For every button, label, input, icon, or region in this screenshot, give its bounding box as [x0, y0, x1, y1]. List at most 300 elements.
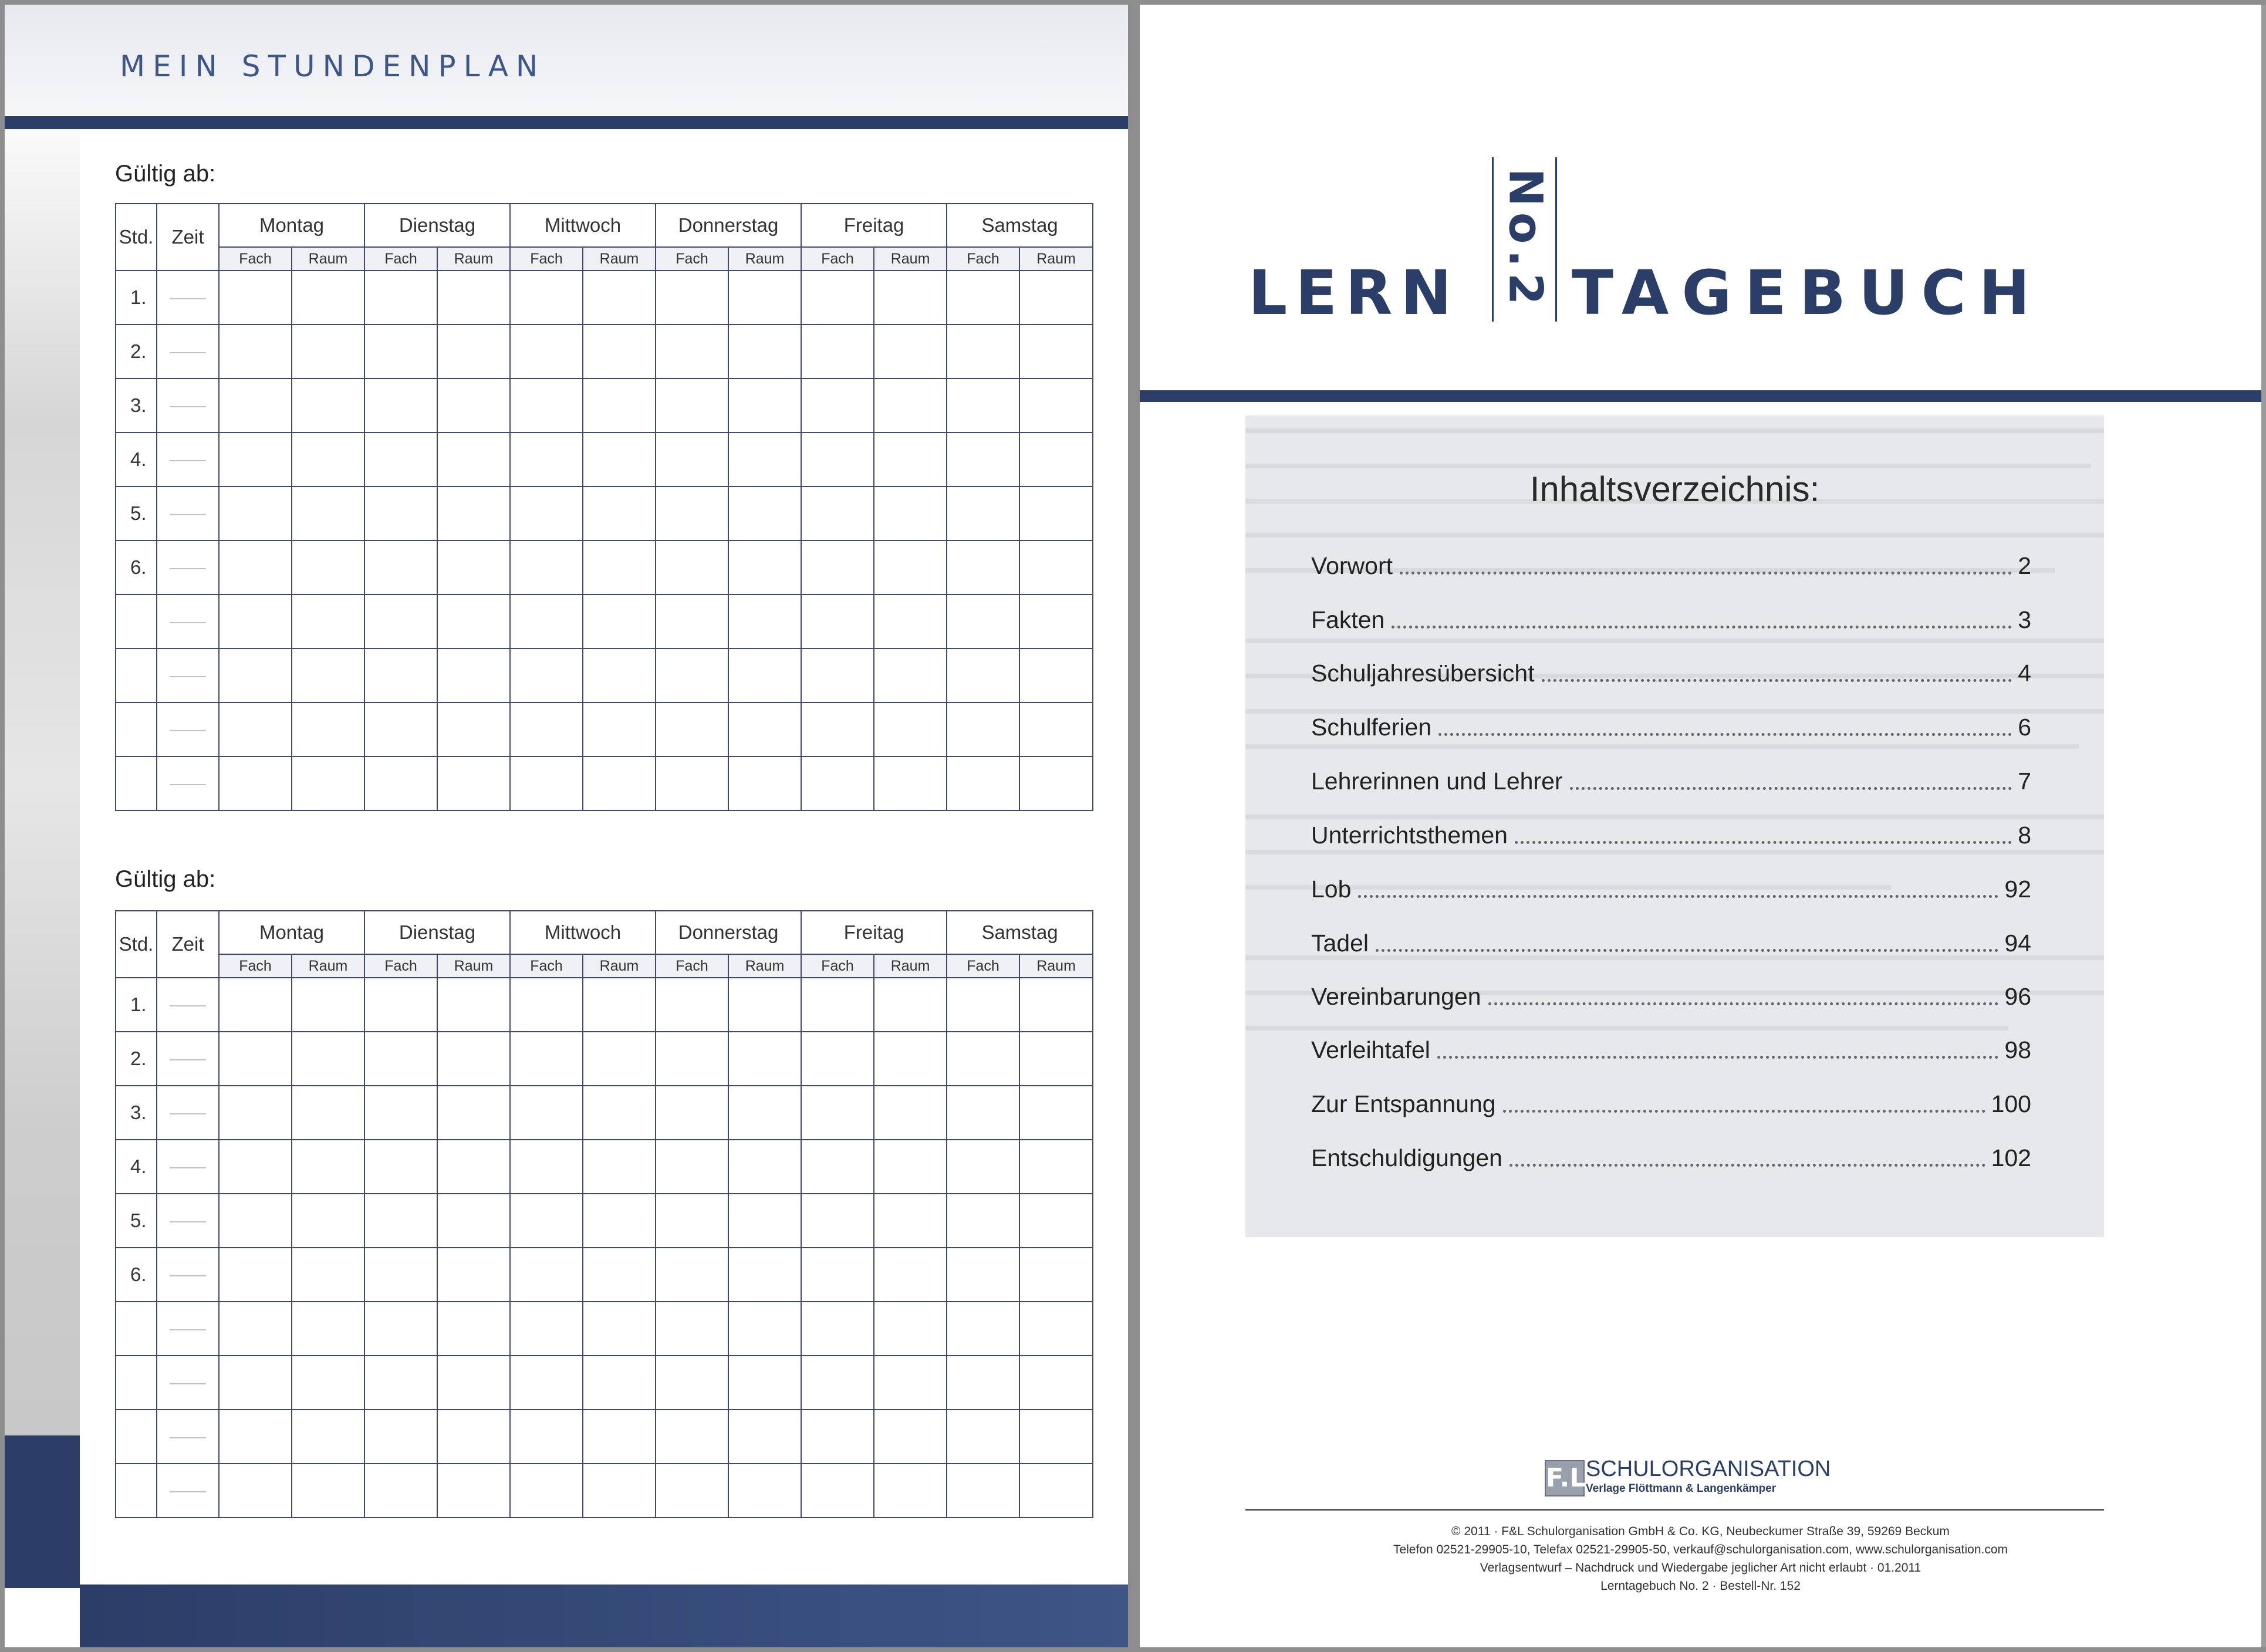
- subject-cell[interactable]: [801, 487, 874, 540]
- room-cell[interactable]: [874, 594, 947, 648]
- subject-cell[interactable]: [510, 433, 583, 487]
- room-cell[interactable]: [874, 756, 947, 810]
- room-cell[interactable]: [583, 433, 656, 487]
- room-cell[interactable]: [1019, 379, 1093, 433]
- room-cell[interactable]: [728, 271, 801, 325]
- room-cell[interactable]: [437, 487, 510, 540]
- subject-cell[interactable]: [947, 1194, 1019, 1248]
- subject-cell[interactable]: [219, 271, 292, 325]
- room-cell[interactable]: [1019, 1194, 1093, 1248]
- room-cell[interactable]: [1019, 1410, 1093, 1464]
- toc-entry: [1311, 868, 2031, 903]
- subject-cell[interactable]: [219, 1140, 292, 1194]
- room-cell[interactable]: [583, 1194, 656, 1248]
- period-number: 2.: [116, 325, 157, 379]
- table-row: [116, 1194, 1093, 1248]
- subject-cell[interactable]: [219, 433, 292, 487]
- subject-cell[interactable]: [219, 978, 292, 1032]
- subject-cell[interactable]: [219, 1194, 292, 1248]
- brand-divider: [1555, 157, 1557, 322]
- time-cell[interactable]: [157, 433, 219, 487]
- subject-cell[interactable]: [219, 1302, 292, 1356]
- subject-cell[interactable]: [801, 1140, 874, 1194]
- subject-cell[interactable]: [656, 978, 728, 1032]
- subject-cell[interactable]: [947, 1464, 1019, 1518]
- room-cell[interactable]: [292, 1302, 364, 1356]
- subject-cell[interactable]: [656, 379, 728, 433]
- time-cell[interactable]: [157, 1356, 219, 1410]
- room-cell[interactable]: [874, 1248, 947, 1302]
- room-cell[interactable]: [583, 325, 656, 379]
- room-cell[interactable]: [1019, 702, 1093, 756]
- time-cell[interactable]: [157, 271, 219, 325]
- room-cell[interactable]: [874, 379, 947, 433]
- room-cell[interactable]: [728, 379, 801, 433]
- room-cell[interactable]: [583, 379, 656, 433]
- room-cell[interactable]: [874, 433, 947, 487]
- fach-subheader: Fach: [656, 247, 728, 271]
- subject-cell[interactable]: [656, 487, 728, 540]
- period-number: 6.: [116, 1248, 157, 1302]
- room-cell[interactable]: [728, 648, 801, 702]
- room-cell[interactable]: [583, 1464, 656, 1518]
- subject-cell[interactable]: [219, 1248, 292, 1302]
- subject-cell[interactable]: [510, 1410, 583, 1464]
- faded-text-line: [1245, 638, 2104, 643]
- toc-page: 98: [2004, 1036, 2031, 1063]
- room-cell[interactable]: [874, 325, 947, 379]
- subject-cell[interactable]: [510, 978, 583, 1032]
- room-cell[interactable]: [437, 325, 510, 379]
- subject-cell[interactable]: [801, 1302, 874, 1356]
- room-cell[interactable]: [437, 1356, 510, 1410]
- subject-cell[interactable]: [364, 1086, 437, 1140]
- subject-cell[interactable]: [219, 487, 292, 540]
- subject-cell[interactable]: [510, 379, 583, 433]
- room-cell[interactable]: [728, 1140, 801, 1194]
- subject-cell[interactable]: [801, 978, 874, 1032]
- subject-cell[interactable]: [510, 1086, 583, 1140]
- room-cell[interactable]: [292, 379, 364, 433]
- subject-cell[interactable]: [364, 702, 437, 756]
- subject-cell[interactable]: [219, 1356, 292, 1410]
- room-cell[interactable]: [1019, 433, 1093, 487]
- time-cell[interactable]: [157, 1194, 219, 1248]
- time-cell[interactable]: [157, 1464, 219, 1518]
- room-cell[interactable]: [583, 540, 656, 594]
- room-cell[interactable]: [583, 978, 656, 1032]
- room-cell[interactable]: [292, 1464, 364, 1518]
- subject-cell[interactable]: [219, 540, 292, 594]
- room-cell[interactable]: [874, 271, 947, 325]
- subject-cell[interactable]: [510, 1140, 583, 1194]
- subject-cell[interactable]: [947, 978, 1019, 1032]
- subject-cell[interactable]: [219, 379, 292, 433]
- subject-cell[interactable]: [510, 648, 583, 702]
- time-cell[interactable]: [157, 978, 219, 1032]
- subject-cell[interactable]: [219, 1464, 292, 1518]
- raum-subheader: Raum: [583, 954, 656, 978]
- subject-cell[interactable]: [219, 1086, 292, 1140]
- room-cell[interactable]: [583, 271, 656, 325]
- room-cell[interactable]: [1019, 648, 1093, 702]
- room-cell[interactable]: [728, 1194, 801, 1248]
- subject-cell[interactable]: [947, 1356, 1019, 1410]
- dot-leader: [1437, 1056, 1999, 1059]
- subject-cell[interactable]: [656, 540, 728, 594]
- subject-cell[interactable]: [656, 702, 728, 756]
- room-cell[interactable]: [728, 702, 801, 756]
- subject-cell[interactable]: [364, 1410, 437, 1464]
- subject-cell[interactable]: [801, 540, 874, 594]
- subject-cell[interactable]: [510, 1356, 583, 1410]
- subject-cell[interactable]: [510, 594, 583, 648]
- room-cell[interactable]: [728, 1410, 801, 1464]
- subject-cell[interactable]: [219, 1410, 292, 1464]
- time-cell[interactable]: [157, 379, 219, 433]
- room-cell[interactable]: [728, 1032, 801, 1086]
- subject-cell[interactable]: [801, 433, 874, 487]
- room-cell[interactable]: [874, 1086, 947, 1140]
- room-cell[interactable]: [583, 487, 656, 540]
- fach-subheader: Fach: [801, 954, 874, 978]
- subject-cell[interactable]: [656, 1140, 728, 1194]
- subject-cell[interactable]: [510, 487, 583, 540]
- subject-cell[interactable]: [801, 1356, 874, 1410]
- subject-cell[interactable]: [947, 594, 1019, 648]
- room-cell[interactable]: [1019, 1356, 1093, 1410]
- room-cell[interactable]: [1019, 594, 1093, 648]
- room-cell[interactable]: [292, 648, 364, 702]
- toc-page: 100: [1991, 1090, 2031, 1117]
- time-cell[interactable]: [157, 702, 219, 756]
- subject-cell[interactable]: [656, 1464, 728, 1518]
- room-cell[interactable]: [583, 1140, 656, 1194]
- room-cell[interactable]: [437, 1410, 510, 1464]
- room-cell[interactable]: [874, 1356, 947, 1410]
- room-cell[interactable]: [874, 540, 947, 594]
- raum-subheader: Raum: [1019, 954, 1093, 978]
- subject-cell[interactable]: [364, 1140, 437, 1194]
- dot-leader: [1503, 1110, 1985, 1113]
- subject-cell[interactable]: [510, 540, 583, 594]
- room-cell[interactable]: [437, 978, 510, 1032]
- period-number: [116, 1410, 157, 1464]
- subject-cell[interactable]: [219, 756, 292, 810]
- room-cell[interactable]: [437, 1248, 510, 1302]
- room-cell[interactable]: [292, 1140, 364, 1194]
- subject-cell[interactable]: [947, 702, 1019, 756]
- subject-cell[interactable]: [219, 1032, 292, 1086]
- room-cell[interactable]: [292, 1032, 364, 1086]
- room-cell[interactable]: [1019, 1464, 1093, 1518]
- time-cell[interactable]: [157, 1302, 219, 1356]
- time-cell[interactable]: [157, 756, 219, 810]
- room-cell[interactable]: [292, 271, 364, 325]
- subject-cell[interactable]: [364, 540, 437, 594]
- subject-cell[interactable]: [364, 271, 437, 325]
- room-cell[interactable]: [292, 978, 364, 1032]
- subject-cell[interactable]: [656, 271, 728, 325]
- room-cell[interactable]: [1019, 271, 1093, 325]
- subject-cell[interactable]: [801, 1464, 874, 1518]
- subject-cell[interactable]: [947, 1302, 1019, 1356]
- logo-mark: F.L: [1545, 1460, 1585, 1496]
- raum-subheader: Raum: [583, 247, 656, 271]
- subject-cell[interactable]: [656, 1248, 728, 1302]
- std-header: Std.: [116, 911, 157, 978]
- subject-cell[interactable]: [656, 756, 728, 810]
- room-cell[interactable]: [1019, 1032, 1093, 1086]
- subject-cell[interactable]: [510, 702, 583, 756]
- subject-cell[interactable]: [801, 379, 874, 433]
- subject-cell[interactable]: [364, 648, 437, 702]
- subject-cell[interactable]: [947, 325, 1019, 379]
- subject-cell[interactable]: [801, 702, 874, 756]
- table-row: [116, 1248, 1093, 1302]
- subject-cell[interactable]: [219, 325, 292, 379]
- toc-entry: [1311, 706, 2031, 741]
- room-cell[interactable]: [728, 1248, 801, 1302]
- subject-cell[interactable]: [947, 648, 1019, 702]
- room-cell[interactable]: [437, 433, 510, 487]
- subject-cell[interactable]: [947, 1410, 1019, 1464]
- room-cell[interactable]: [728, 1302, 801, 1356]
- room-cell[interactable]: [1019, 1302, 1093, 1356]
- subject-cell[interactable]: [947, 540, 1019, 594]
- room-cell[interactable]: [437, 756, 510, 810]
- subject-cell[interactable]: [947, 1086, 1019, 1140]
- time-cell[interactable]: [157, 1410, 219, 1464]
- room-cell[interactable]: [728, 1464, 801, 1518]
- subject-cell[interactable]: [801, 1248, 874, 1302]
- room-cell[interactable]: [728, 325, 801, 379]
- subject-cell[interactable]: [801, 648, 874, 702]
- room-cell[interactable]: [874, 1194, 947, 1248]
- room-cell[interactable]: [728, 433, 801, 487]
- subject-cell[interactable]: [801, 1086, 874, 1140]
- room-cell[interactable]: [437, 1464, 510, 1518]
- room-cell[interactable]: [583, 756, 656, 810]
- period-number: 3.: [116, 379, 157, 433]
- subject-cell[interactable]: [801, 1032, 874, 1086]
- subject-cell[interactable]: [947, 1032, 1019, 1086]
- room-cell[interactable]: [583, 1032, 656, 1086]
- room-cell[interactable]: [728, 1086, 801, 1140]
- room-cell[interactable]: [874, 702, 947, 756]
- room-cell[interactable]: [292, 594, 364, 648]
- time-cell[interactable]: [157, 325, 219, 379]
- subject-cell[interactable]: [656, 1410, 728, 1464]
- subject-cell[interactable]: [656, 648, 728, 702]
- fach-subheader: Fach: [801, 247, 874, 271]
- time-dash: [170, 352, 206, 353]
- room-cell[interactable]: [874, 1410, 947, 1464]
- room-cell[interactable]: [583, 1248, 656, 1302]
- subject-cell[interactable]: [801, 594, 874, 648]
- room-cell[interactable]: [583, 1302, 656, 1356]
- room-cell[interactable]: [728, 487, 801, 540]
- subject-cell[interactable]: [364, 1248, 437, 1302]
- room-cell[interactable]: [1019, 487, 1093, 540]
- room-cell[interactable]: [292, 1248, 364, 1302]
- toc-label: Vereinbarungen: [1311, 983, 1481, 1010]
- brand-number-text: No.2: [1498, 168, 1551, 311]
- subject-cell[interactable]: [947, 756, 1019, 810]
- time-cell[interactable]: [157, 1086, 219, 1140]
- subject-cell[interactable]: [364, 978, 437, 1032]
- subject-cell[interactable]: [219, 702, 292, 756]
- subject-cell[interactable]: [947, 271, 1019, 325]
- room-cell[interactable]: [437, 702, 510, 756]
- room-cell[interactable]: [1019, 1248, 1093, 1302]
- toc-label: Zur Entspannung: [1311, 1090, 1496, 1117]
- room-cell[interactable]: [728, 978, 801, 1032]
- subject-cell[interactable]: [219, 594, 292, 648]
- period-number: 5.: [116, 1194, 157, 1248]
- subject-cell[interactable]: [656, 1086, 728, 1140]
- table-row: [116, 1086, 1093, 1140]
- subject-cell[interactable]: [656, 1032, 728, 1086]
- room-cell[interactable]: [292, 325, 364, 379]
- subject-cell[interactable]: [801, 271, 874, 325]
- period-number: [116, 1302, 157, 1356]
- room-cell[interactable]: [437, 1032, 510, 1086]
- subject-cell[interactable]: [801, 1194, 874, 1248]
- subject-cell[interactable]: [656, 1302, 728, 1356]
- time-cell[interactable]: [157, 1248, 219, 1302]
- room-cell[interactable]: [583, 702, 656, 756]
- time-cell[interactable]: [157, 1032, 219, 1086]
- subject-cell[interactable]: [510, 1302, 583, 1356]
- subject-cell[interactable]: [801, 1410, 874, 1464]
- time-dash: [170, 1167, 206, 1168]
- room-cell[interactable]: [437, 594, 510, 648]
- subject-cell[interactable]: [947, 1140, 1019, 1194]
- subject-cell[interactable]: [364, 1356, 437, 1410]
- room-cell[interactable]: [874, 978, 947, 1032]
- room-cell[interactable]: [874, 1302, 947, 1356]
- room-cell[interactable]: [292, 433, 364, 487]
- subject-cell[interactable]: [510, 1248, 583, 1302]
- room-cell[interactable]: [292, 756, 364, 810]
- subject-cell[interactable]: [219, 648, 292, 702]
- room-cell[interactable]: [874, 1032, 947, 1086]
- room-cell[interactable]: [292, 1356, 364, 1410]
- room-cell[interactable]: [437, 648, 510, 702]
- room-cell[interactable]: [1019, 540, 1093, 594]
- room-cell[interactable]: [437, 1194, 510, 1248]
- fach-subheader: Fach: [510, 954, 583, 978]
- subject-cell[interactable]: [364, 594, 437, 648]
- room-cell[interactable]: [874, 1140, 947, 1194]
- subject-cell[interactable]: [364, 1302, 437, 1356]
- room-cell[interactable]: [437, 271, 510, 325]
- page-title: MEIN STUNDENPLAN: [120, 49, 546, 83]
- room-cell[interactable]: [437, 540, 510, 594]
- room-cell[interactable]: [1019, 1140, 1093, 1194]
- day-header: Montag: [219, 204, 364, 247]
- room-cell[interactable]: [437, 379, 510, 433]
- subject-cell[interactable]: [801, 756, 874, 810]
- room-cell[interactable]: [728, 540, 801, 594]
- subject-cell[interactable]: [947, 379, 1019, 433]
- subject-cell[interactable]: [656, 1194, 728, 1248]
- room-cell[interactable]: [583, 594, 656, 648]
- room-cell[interactable]: [874, 1464, 947, 1518]
- subject-cell[interactable]: [801, 325, 874, 379]
- room-cell[interactable]: [292, 1410, 364, 1464]
- time-dash: [170, 1113, 206, 1114]
- room-cell[interactable]: [292, 487, 364, 540]
- subject-cell[interactable]: [656, 433, 728, 487]
- dot-leader: [1542, 679, 2012, 682]
- room-cell[interactable]: [437, 1086, 510, 1140]
- subject-cell[interactable]: [364, 433, 437, 487]
- subject-cell[interactable]: [364, 1032, 437, 1086]
- room-cell[interactable]: [1019, 756, 1093, 810]
- toc-label: Unterrichtsthemen: [1311, 822, 1508, 849]
- room-cell[interactable]: [292, 540, 364, 594]
- subject-cell[interactable]: [364, 325, 437, 379]
- room-cell[interactable]: [728, 594, 801, 648]
- room-cell[interactable]: [583, 648, 656, 702]
- subject-cell[interactable]: [656, 325, 728, 379]
- room-cell[interactable]: [1019, 1086, 1093, 1140]
- room-cell[interactable]: [728, 756, 801, 810]
- subject-cell[interactable]: [364, 1194, 437, 1248]
- room-cell[interactable]: [292, 1194, 364, 1248]
- room-cell[interactable]: [583, 1086, 656, 1140]
- time-cell[interactable]: [157, 1140, 219, 1194]
- subject-cell[interactable]: [364, 379, 437, 433]
- fach-subheader: Fach: [656, 954, 728, 978]
- subject-cell[interactable]: [947, 1248, 1019, 1302]
- subject-cell[interactable]: [364, 487, 437, 540]
- subject-cell[interactable]: [947, 433, 1019, 487]
- room-cell[interactable]: [1019, 978, 1093, 1032]
- subject-cell[interactable]: [364, 756, 437, 810]
- subject-cell[interactable]: [510, 1194, 583, 1248]
- time-cell[interactable]: [157, 648, 219, 702]
- room-cell[interactable]: [728, 1356, 801, 1410]
- room-cell[interactable]: [292, 702, 364, 756]
- room-cell[interactable]: [437, 1140, 510, 1194]
- subject-cell[interactable]: [656, 1356, 728, 1410]
- room-cell[interactable]: [874, 648, 947, 702]
- subject-cell[interactable]: [510, 1464, 583, 1518]
- room-cell[interactable]: [874, 487, 947, 540]
- subject-cell[interactable]: [510, 756, 583, 810]
- subject-cell[interactable]: [947, 487, 1019, 540]
- time-cell[interactable]: [157, 487, 219, 540]
- subject-cell[interactable]: [510, 325, 583, 379]
- subject-cell[interactable]: [510, 271, 583, 325]
- room-cell[interactable]: [437, 1302, 510, 1356]
- dot-leader: [1358, 895, 1998, 898]
- room-cell[interactable]: [1019, 325, 1093, 379]
- time-cell[interactable]: [157, 594, 219, 648]
- toc-entry: [1311, 652, 2031, 687]
- room-cell[interactable]: [583, 1410, 656, 1464]
- time-cell[interactable]: [157, 540, 219, 594]
- room-cell[interactable]: [583, 1356, 656, 1410]
- table-row: [116, 1140, 1093, 1194]
- subject-cell[interactable]: [364, 1464, 437, 1518]
- subject-cell[interactable]: [656, 594, 728, 648]
- room-cell[interactable]: [292, 1086, 364, 1140]
- subject-cell[interactable]: [510, 1032, 583, 1086]
